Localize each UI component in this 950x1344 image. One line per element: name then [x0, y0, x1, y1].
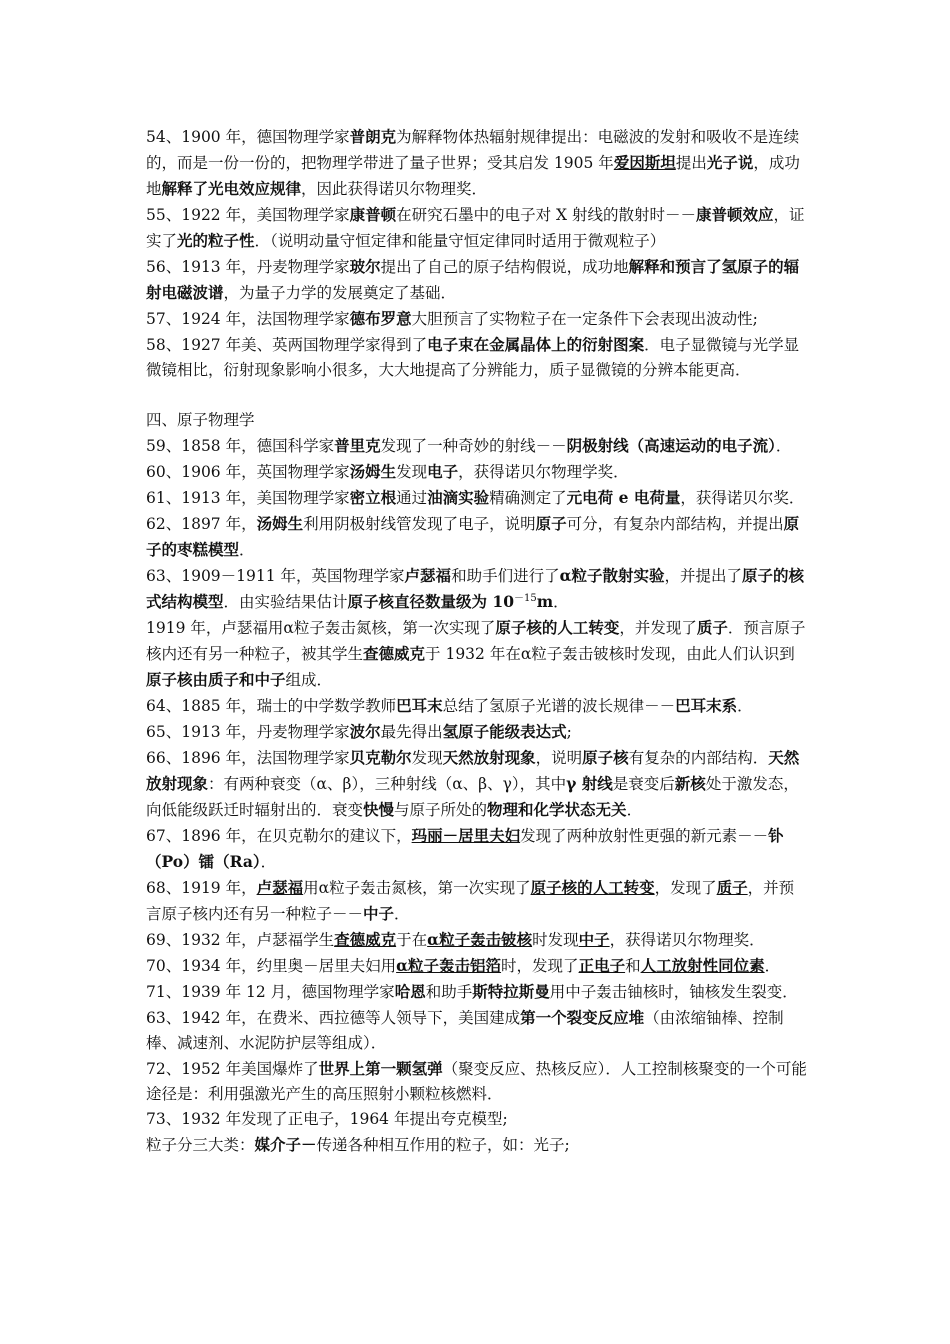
paragraph-70: 70、1934 年，约里奥－居里夫妇用α粒子轰击铝箔时，发现了正电子和人工放射性同位素．: [146, 956, 781, 975]
paragraph-72: 72、1952 年美国爆炸了世界上第一颗氢弹（聚变反应、热核反应）．人工控制核聚变的一个可能途径是：利用强激光产生的高压照射小颗粒核燃料．: [146, 1059, 807, 1103]
paragraph-63b: 1919 年，卢瑟福用α粒子轰击氮核，第一次实现了原子核的人工转变，并发现了质子．预言原子核内还有另一种粒子，被其学生查德威克于 1932 年在α粒子轰击铍核时发现，由此人们认识到原子核由质子和中子组成．: [146, 618, 806, 689]
paragraph-61: 61、1913 年，美国物理学家密立根通过油滴实验精确测定了元电荷 e 电荷量，获得诺贝尔奖．: [146, 488, 805, 507]
paragraph-56: 56、1913 年，丹麦物理学家玻尔提出了自己的原子结构假说，成功地解释和预言了氢原子的辐射电磁波谱，为量子力学的发展奠定了基础．: [146, 257, 800, 302]
paragraph-73: 73、1932 年发现了正电子，1964 年提出夸克模型;: [146, 1110, 508, 1128]
paragraph-71: 71、1939 年 12 月，德国物理学家哈恩和助手斯特拉斯曼用中子轰击铀核时，铀核发生裂变．63、1942 年，在费米、西拉德等人领导下，美国建成第一个裂变反应堆（由浓缩铀棒、控制棒、减速剂、水泥防护层等组成）．: [146, 982, 798, 1052]
paragraph-54: 54、1900 年，德国物理学家普朗克为解释物体热辐射规律提出：电磁波的发射和吸收不是连续的，而是一份一份的，把物理学带进了量子世界；受其启发 1905 年爱因斯坦提出光子说，成功地解释了光电效应规律，因此获得诺贝尔物理奖．: [146, 127, 800, 198]
paragraph-63: 63、1909－1911 年，英国物理学家卢瑟福和助手们进行了α粒子散射实验，并提出了原子的核式结构模型．由实验结果估计原子核直径数量级为 $10^{-15}m$．: [146, 566, 805, 611]
paragraph-64: 64、1885 年，瑞士的中学数学教师巴耳末总结了氢原子光谱的波长规律－－巴耳末系．: [146, 696, 753, 715]
paragraph-68: 68、1919 年，卢瑟福用α粒子轰击氮核，第一次实现了原子核的人工转变，发现了质子，并预言原子核内还有另一种粒子－－中子．: [146, 878, 795, 923]
paragraph-55: 55、1922 年，美国物理学家康普顿在研究石墨中的电子对 X 射线的散射时－－康普顿效应，证实了光的粒子性．（说明动量守恒定律和能量守恒定律同时适用于微观粒子）: [146, 205, 805, 250]
paragraph-59: 59、1858 年，德国科学家普里克发现了一种奇妙的射线－－阴极射线（高速运动的电子流）．: [146, 436, 792, 455]
document-page: [146, 124, 808, 1158]
paragraph-58: 58、1927 年美、英两国物理学家得到了电子束在金属晶体上的衍射图案．电子显微镜与光学显微镜相比，衍射现象影响小很多，大大地提高了分辨能力，质子显微镜的分辨本能更高．: [146, 335, 800, 379]
paragraph-60: 60、1906 年，英国物理学家汤姆生发现电子，获得诺贝尔物理学奖．: [146, 462, 629, 481]
paragraph-66: 66、1896 年，法国物理学家贝克勒尔发现天然放射现象，说明原子核有复杂的内部结构．天然放射现象：有两种衰变（α、β），三种射线（α、β、γ），其中γ 射线是衰变后新核处于激发态，向低能级跃迁时辐射出的．衰变快慢与原子所处的物理和化学状态无关．: [146, 748, 800, 819]
paragraph-67: 67、1896 年，在贝克勒尔的建议下，玛丽－居里夫妇发现了两种放射性更强的新元素－－钋（Po）镭（Ra）．: [146, 826, 784, 871]
paragraph-69: 69、1932 年，卢瑟福学生查德威克于在α粒子轰击铍核时发现中子，获得诺贝尔物理奖．: [146, 930, 765, 949]
paragraph-74: 粒子分三大类：媒介子－传递各种相互作用的粒子，如：光子;: [146, 1135, 570, 1154]
paragraph-57: 57、1924 年，法国物理学家德布罗意大胆预言了实物粒子在一定条件下会表现出波动性;: [146, 309, 758, 328]
section-heading: 四、原子物理学: [146, 411, 255, 429]
paragraph-65: 65、1913 年，丹麦物理学家波尔最先得出氢原子能级表达式;: [146, 722, 572, 741]
paragraph-62: 62、1897 年，汤姆生利用阴极射线管发现了电子，说明原子可分，有复杂内部结构，并提出原子的枣糕模型．: [146, 514, 800, 559]
